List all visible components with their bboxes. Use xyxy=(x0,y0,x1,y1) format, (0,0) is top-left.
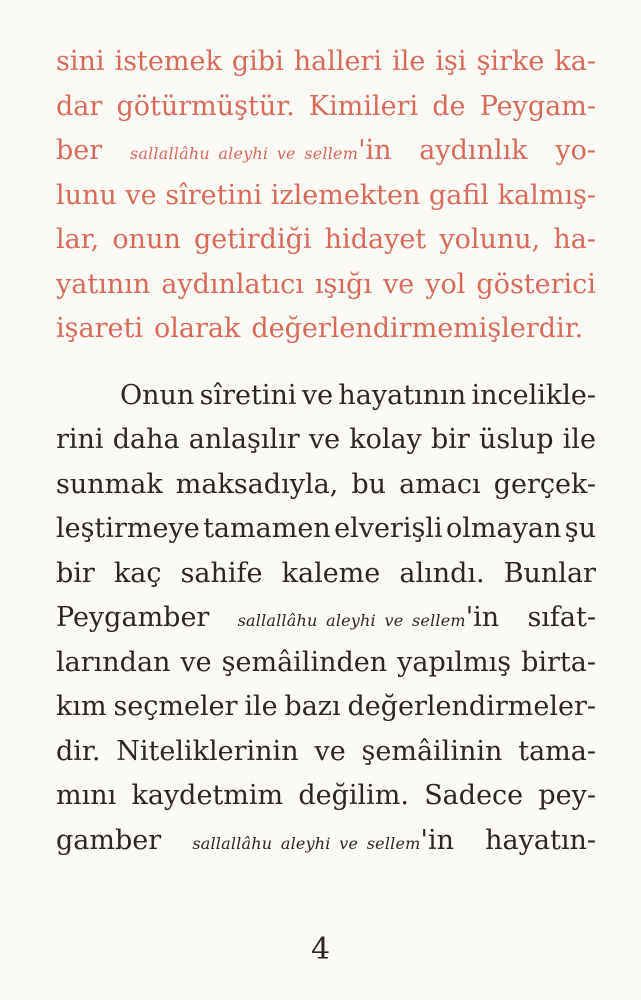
word: mını xyxy=(56,780,117,811)
word: yapılmış xyxy=(397,646,512,678)
word: daha xyxy=(112,424,180,455)
text-line xyxy=(56,174,596,219)
word: leştirmeye xyxy=(56,513,200,544)
word: hayatının xyxy=(338,379,467,411)
word: kalmış- xyxy=(497,179,596,211)
word: değerlendirmeler- xyxy=(347,691,596,722)
word: ışığı xyxy=(314,268,372,300)
word: ka- xyxy=(554,46,596,77)
word: istemek xyxy=(114,46,222,77)
word: götürmüştür. xyxy=(116,90,295,122)
word: kaleme xyxy=(281,557,381,589)
honorific-phrase xyxy=(238,596,500,644)
word: ha- xyxy=(553,224,596,255)
word: halleri xyxy=(293,46,383,77)
honorific-word: ve xyxy=(384,611,404,630)
honorific-phrase xyxy=(192,819,454,867)
word: değerlendirmemişlerdir. xyxy=(251,313,584,344)
word: seçmeler xyxy=(113,691,238,722)
word: yatının xyxy=(56,268,151,300)
word: sîretini xyxy=(165,179,263,211)
honorific-word: sallallâhu xyxy=(129,144,210,163)
word: işareti xyxy=(56,313,143,344)
word: pey- xyxy=(538,780,596,811)
honorific-word: sellem xyxy=(304,144,359,163)
word: yolunu, xyxy=(439,224,541,255)
word: tama- xyxy=(518,735,596,767)
word: sîretini xyxy=(199,379,297,411)
word: de xyxy=(432,90,466,122)
honorific-word: sallallâhu xyxy=(237,611,318,630)
word: işi xyxy=(435,46,467,77)
word: gösterici xyxy=(476,268,596,300)
honorific-word: sallallâhu xyxy=(192,833,273,853)
word: getirdiği xyxy=(194,224,312,255)
word: onun xyxy=(112,224,181,255)
word: hayatın- xyxy=(485,824,596,856)
word: şirke xyxy=(476,46,545,77)
word: değilim. xyxy=(298,780,409,811)
honorific-word: sellem xyxy=(366,833,421,853)
word: aydınlık xyxy=(419,135,528,166)
word: bir xyxy=(430,424,470,455)
honorific-word: ve xyxy=(339,833,359,853)
word: birta- xyxy=(521,646,596,678)
text-line xyxy=(56,85,596,130)
text-line xyxy=(56,685,596,730)
text-line xyxy=(56,507,596,552)
word: olmayan xyxy=(446,513,562,544)
word: kolay xyxy=(349,424,422,455)
word: incelikle- xyxy=(471,379,596,411)
text-line xyxy=(56,374,596,419)
word: sıfat- xyxy=(527,602,596,633)
honorific-word: aleyhi xyxy=(218,144,269,163)
honorific-word: sellem xyxy=(411,611,466,630)
word: sahife xyxy=(180,557,263,589)
text-line xyxy=(56,129,596,174)
word: ve xyxy=(125,179,157,211)
word: ve xyxy=(308,424,341,455)
text-line xyxy=(56,263,596,308)
paragraph-main xyxy=(56,374,596,864)
word: Sadece xyxy=(424,780,524,811)
book-page xyxy=(56,40,596,863)
word: Niteliklerinin xyxy=(116,735,299,767)
word: aydınlatıcı xyxy=(161,268,304,300)
word: ve xyxy=(382,268,415,300)
word: sini xyxy=(56,46,105,77)
word: gamber xyxy=(56,824,162,856)
word: ve xyxy=(301,379,334,411)
word: üslup xyxy=(478,424,554,455)
page-number: 4 xyxy=(310,932,331,967)
word: gibi xyxy=(231,46,284,77)
word: ile xyxy=(562,424,596,455)
text-line xyxy=(56,774,596,819)
word: ve xyxy=(180,646,212,678)
word: ile xyxy=(244,691,278,722)
paragraph-continued xyxy=(56,40,596,352)
word: şemâilinin xyxy=(361,735,503,767)
honorific-word: aleyhi xyxy=(280,833,331,853)
text-line xyxy=(56,641,596,686)
text-line xyxy=(56,730,596,775)
honorific-suffix: 'in xyxy=(465,602,500,633)
word: ile xyxy=(392,46,426,77)
honorific-suffix: 'in xyxy=(420,824,454,856)
word: gafil xyxy=(429,179,490,211)
word: şemâilinden xyxy=(221,646,388,678)
word: Bunlar xyxy=(503,557,596,589)
word: alındı. xyxy=(399,557,485,589)
word: yol xyxy=(425,268,466,300)
word: bu xyxy=(351,468,387,500)
word: amacı xyxy=(399,468,481,500)
word: kaydetmim xyxy=(131,780,284,811)
word: dir. xyxy=(56,735,101,767)
word: hidayet xyxy=(324,224,427,255)
text-line xyxy=(56,463,596,508)
word: olarak xyxy=(153,313,241,344)
text-line xyxy=(56,819,596,864)
honorific-word: aleyhi xyxy=(326,611,376,630)
text-line xyxy=(56,596,596,641)
word: gerçek- xyxy=(493,468,596,500)
word: elverişli xyxy=(334,513,443,544)
text-line xyxy=(56,552,596,597)
word: Peygamber xyxy=(56,602,210,633)
word: ber xyxy=(56,135,103,166)
word: larından xyxy=(56,646,171,678)
word: yo- xyxy=(555,135,596,166)
word: Kimileri xyxy=(308,90,419,122)
text-line xyxy=(56,418,596,463)
word: rini xyxy=(56,424,104,455)
word: dar xyxy=(56,90,103,122)
honorific-suffix: 'in xyxy=(358,135,392,166)
honorific-phrase xyxy=(130,129,392,177)
word: lar, xyxy=(56,224,100,255)
word: şu xyxy=(564,513,596,544)
word: sunmak xyxy=(56,468,163,500)
text-line xyxy=(56,218,596,263)
word: kaç xyxy=(113,557,162,589)
honorific-word: ve xyxy=(276,144,296,163)
word: Onun xyxy=(120,379,195,411)
word: anlaşılır xyxy=(188,424,300,455)
word: ve xyxy=(314,735,346,767)
word: kım xyxy=(56,691,107,722)
word: lunu xyxy=(56,179,117,211)
word: izlemekten xyxy=(270,179,421,211)
text-line xyxy=(56,307,596,352)
word: Peygam- xyxy=(479,90,596,122)
word: bazı xyxy=(284,691,341,722)
text-line xyxy=(56,40,596,85)
word: bir xyxy=(56,557,95,589)
word: maksadıyla, xyxy=(175,468,339,500)
word: tamamen xyxy=(203,513,331,544)
